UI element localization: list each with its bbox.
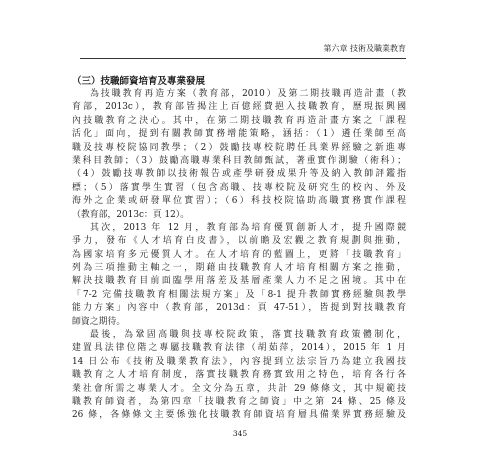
text-line: 內技職教育之決心。其中，在第二期技職教育再造計畫方案之「課程 (72, 115, 406, 126)
text-line: 為技職教育再造方案（教育部，2010）及第二期技職再造計畫（教 (90, 89, 406, 99)
text-line: 業社會所需之專業人才。全文分為五章，共計 29 條條文，其中規範技 (72, 383, 406, 394)
text-line: （教育部，2013c：頁 12）。 (72, 209, 190, 220)
text-line: 建置具法律位階之專屬技職教育法律（胡茹萍，2014），2015 年 1 月 (72, 343, 406, 354)
text-line: 為國家培育多元優質人才。在人才培育的藍圖上，更將「技職教育」 (72, 249, 406, 260)
text-line: 爭力，發布《人才培育白皮書》，以前瞻及宏觀之教育規劃與推動， (72, 236, 406, 247)
text-line: 海外之企業或研發單位實習）；（6）科技校院協助高職實務實作課程 (72, 196, 406, 207)
body-text (72, 88, 406, 423)
text-line: 14 日公布《技術及職業教育法》，內容提到立法宗旨乃為建立我國技 (72, 356, 406, 367)
text-line: 職教育師資者，為第四章「技職教育之師資」中之第 24 條、25 條及 (72, 396, 406, 407)
chapter-header-text: 第六章 技術及職業教育 (323, 44, 406, 53)
text-line: 職及技專校院協同教學；（2）鼓勵技專校院聘任具業界經驗之新進專 (72, 142, 406, 153)
text-line: 育部，2013c），教育部皆揭注上百億經費挹入技職教育，歷現振興國 (72, 102, 406, 113)
running-header (80, 44, 406, 59)
text-line: （4）鼓勵技專教師以技術報告或產學研發成果升等及納入教師評鑑指 (72, 169, 406, 180)
text-line: 能力方案」內容中（教育部，2013d：頁 47-51），皆提到對技職教育 (72, 303, 406, 314)
text-line: 解決技職教育目前面臨學用落差及基層產業人力不足之困境。其中在 (72, 276, 406, 287)
text-line: 職教育之人才培育制度，落實技職教育務實致用之特色，培育各行各 (72, 370, 406, 381)
text-line: 師資之期待。 (72, 316, 126, 327)
text-line: 「7-2 完備技職教育相關法規方案」及「8-1 提升教師實務經驗與教學 (72, 289, 406, 300)
page-number: 345 (232, 429, 248, 438)
text-line: 26 條，各條條文主要係強化技職教育師資培育層具備業界實務經驗及 (72, 410, 406, 421)
text-line: 最後，為鞏固高職與技專校院政策，落實技職教育政策體制化， (90, 330, 406, 341)
text-line: 列為三項推動主軸之一，期藉由技職教育人才培育相關方案之推動， (72, 263, 406, 274)
text-line: 其次，2013 年 12 月，教育部為培育優質創新人才，提升國際競 (90, 222, 406, 233)
text-line: 活化」面向，提到有關教師實務增能策略，涵括：（1）遴任業師至高 (72, 129, 406, 140)
section-title: （三）技職師資培育及專業發展 (72, 76, 206, 87)
text-line: 業科目教師；（3）鼓勵高職專業科目教師甄試，著重實作測驗（術科）； (72, 155, 406, 166)
text-line: 標；（5）落實學生實習（包含高職、技專校院及研究生的校內、外及 (72, 182, 406, 193)
